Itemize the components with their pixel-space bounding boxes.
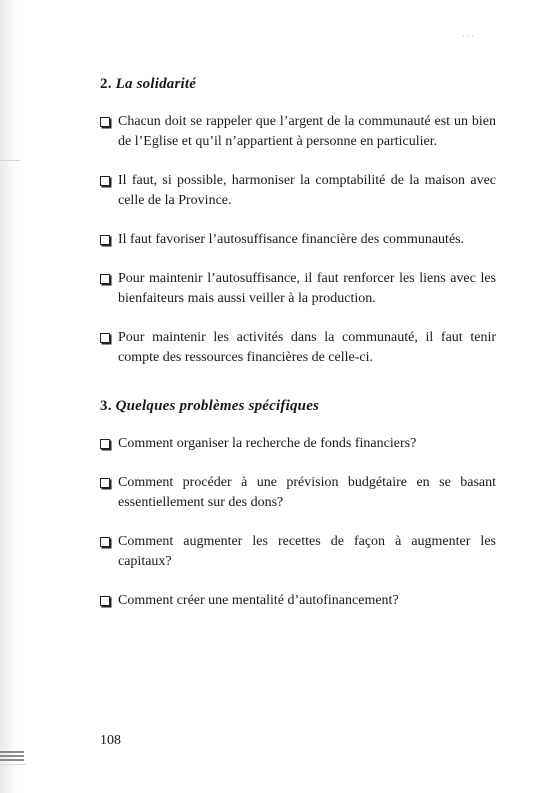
scan-left-edge (0, 0, 18, 793)
list-item (100, 434, 496, 454)
checkbox-bullet-icon (100, 235, 110, 245)
list-item (100, 328, 496, 368)
section-number: 3. (100, 398, 112, 414)
section-heading-problemes (100, 398, 496, 415)
list-item (100, 269, 496, 309)
list-item-text: Chacun doit se rappeler que l’argent de la communauté est un bien de l’Eglise et qu’il n’appartient à personne en particulier. (118, 114, 496, 149)
checkbox-bullet-icon (100, 478, 110, 488)
section-heading-solidarite (100, 76, 496, 93)
checkbox-bullet-icon (100, 274, 110, 284)
scan-artifact-line (0, 160, 20, 161)
list-item (100, 171, 496, 211)
list-item-text: Pour maintenir les activités dans la communauté, il faut tenir compte des ressources financières de celle-ci. (118, 330, 496, 365)
checkbox-bullet-icon (100, 439, 110, 449)
list-item-text: Il faut, si possible, harmoniser la comptabilité de la maison avec celle de la Province. (118, 173, 496, 208)
checkbox-bullet-icon (100, 176, 110, 186)
section-title: La solidarité (115, 76, 197, 92)
bullet-list-problemes (100, 434, 496, 611)
bullet-list-solidarite (100, 112, 496, 368)
list-item-text: Comment augmenter les recettes de façon à augmenter les capitaux? (118, 534, 496, 569)
list-item-text: Comment créer une mentalité d’autofinancement? (118, 593, 399, 608)
scan-speck: · · · (462, 32, 474, 41)
list-item (100, 230, 496, 250)
section-title: Quelques problèmes spécifiques (115, 398, 320, 414)
list-item (100, 473, 496, 513)
scan-bottom-marks (0, 751, 24, 763)
document-page (100, 76, 496, 630)
scan-artifact-line (0, 764, 26, 765)
list-item (100, 112, 496, 152)
list-item (100, 532, 496, 572)
list-item-text: Comment procéder à une prévision budgétaire en se basant essentiellement sur des dons? (118, 475, 496, 510)
list-item-text: Pour maintenir l’autosuffisance, il faut renforcer les liens avec les bienfaiteurs mais aussi veiller à la production. (118, 271, 496, 306)
checkbox-bullet-icon (100, 333, 110, 343)
checkbox-bullet-icon (100, 596, 110, 606)
section-number: 2. (100, 76, 112, 92)
checkbox-bullet-icon (100, 537, 110, 547)
page-number: 108 (100, 733, 121, 748)
list-item (100, 591, 496, 611)
list-item-text: Il faut favoriser l’autosuffisance financière des communautés. (118, 232, 465, 247)
checkbox-bullet-icon (100, 117, 110, 127)
list-item-text: Comment organiser la recherche de fonds financiers? (118, 436, 417, 451)
